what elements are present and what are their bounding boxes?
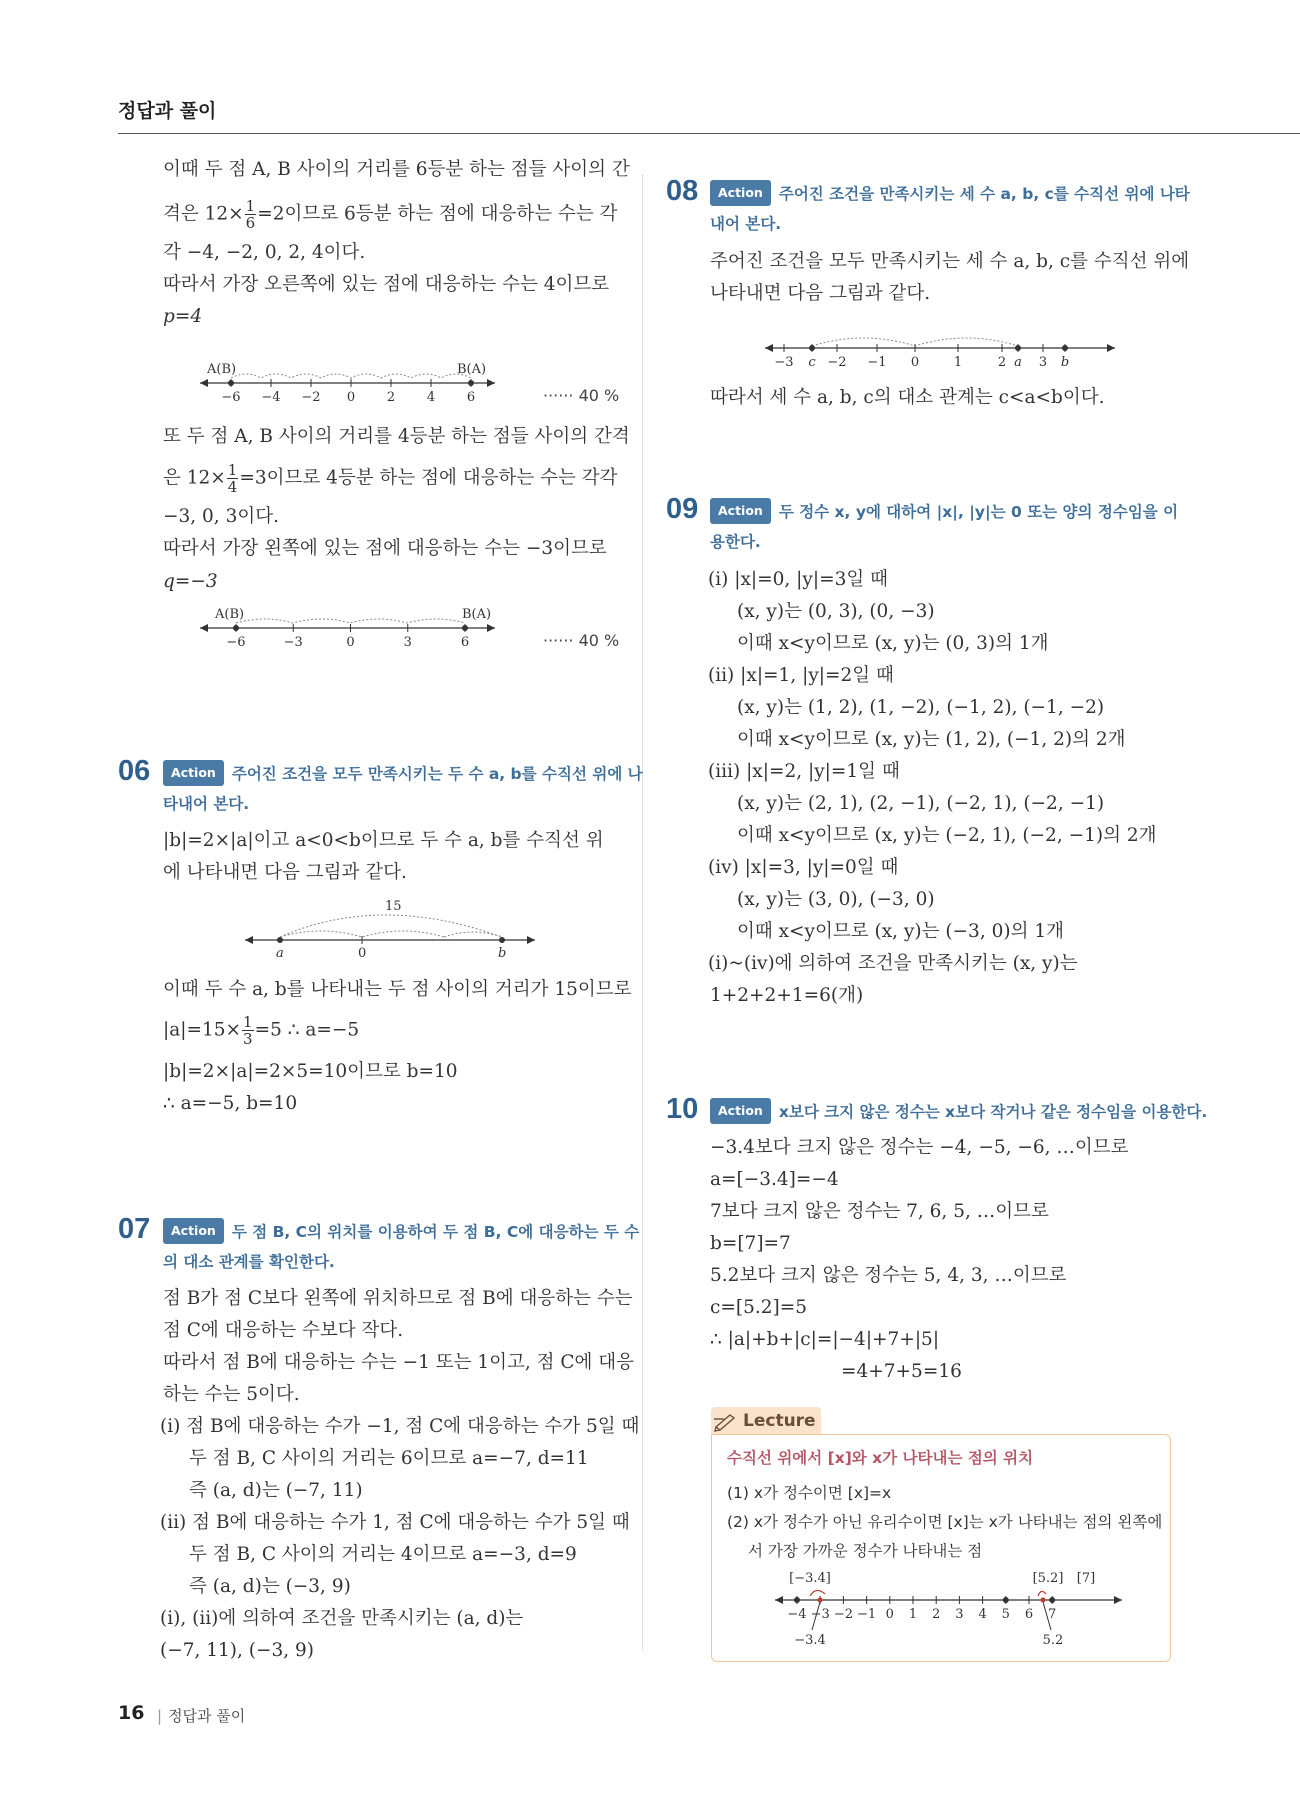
point-dot	[1049, 1597, 1055, 1603]
text-line: 또 두 점 A, B 사이의 거리를 4등분 하는 점들 사이의 간격	[163, 426, 630, 447]
tick-0: 0	[358, 946, 367, 961]
case-line: (x, y)는 (2, 1), (2, −1), (−2, 1), (−2, −1)	[737, 793, 1105, 814]
label-left: A(B)	[207, 362, 237, 377]
action-badge: Action	[163, 760, 224, 786]
top-label: [7]	[1076, 1571, 1096, 1586]
problem-number-08: 08	[666, 175, 699, 207]
point-dot	[228, 380, 234, 386]
text-line: (ⅰ)~(ⅳ)에 의하여 조건을 만족시키는 (x, y)는	[708, 953, 1078, 974]
case-line: 즉 (a, d)는 (−7, 11)	[189, 1480, 363, 1501]
problem-number-06: 06	[118, 755, 151, 787]
text-line-fraction: 은 12× $\frac{1}{4}$ =3이므로 4등분 하는 점에 대응하는 수는 각각	[163, 461, 618, 496]
point-dot	[1062, 345, 1068, 351]
action-line-cont: 의 대소 관계를 확인한다.	[163, 1253, 335, 1271]
tick-label: 6	[466, 390, 476, 405]
text-line: 하는 수는 5이다.	[163, 1384, 300, 1405]
tick-a: a	[276, 946, 284, 961]
number-line-06	[240, 895, 540, 961]
label-right: B(A)	[457, 362, 487, 377]
text-line: 5.2보다 크지 않은 정수는 5, 4, 3, …이므로	[710, 1265, 1067, 1286]
case-line: (x, y)는 (0, 3), (0, −3)	[737, 601, 935, 622]
text-line: 나타내면 다음 그림과 같다.	[710, 283, 931, 304]
text-line: 점 C에 대응하는 수보다 작다.	[163, 1320, 404, 1341]
case-line: 이때 x<y이므로 (x, y)는 (−3, 0)의 1개	[737, 921, 1064, 942]
value-dot	[818, 1598, 823, 1603]
number-line-4-parts	[195, 603, 505, 655]
text-line: =4+7+5=16	[841, 1361, 962, 1382]
case-line: (ⅲ) |x|=2, |y|=1일 때	[708, 761, 900, 782]
tick-label: 0	[346, 635, 355, 650]
tick-label: −2	[301, 390, 321, 405]
text-line: 따라서 가장 오른쪽에 있는 점에 대응하는 수는 4이므로	[163, 274, 610, 295]
text-line: 각 −4, −2, 0, 2, 4이다.	[163, 242, 366, 263]
action-line: Action 두 정수 x, y에 대하여 |x|, |y|는 0 또는 양의 정수임을 이	[710, 498, 1178, 524]
tick-label: c	[808, 355, 816, 370]
lecture-heading: 수직선 위에서 [x]와 x가 나타내는 점의 위치	[727, 1449, 1034, 1467]
text-line: b=[7]=7	[710, 1233, 791, 1254]
tick-label: −2	[833, 1607, 853, 1622]
text-line: (−7, 11), (−3, 9)	[160, 1640, 315, 1661]
point-dot	[468, 380, 474, 386]
value-dot	[1041, 1598, 1046, 1603]
distance-label: 15	[385, 899, 402, 914]
text-line: 에 나타내면 다음 그림과 같다.	[163, 862, 407, 883]
tick-label: 3	[955, 1607, 964, 1622]
tick-b: b	[498, 946, 507, 961]
number-line-6-parts	[195, 358, 505, 410]
text-line-fraction: |a|=15× $\frac{1}{3}$ =5 ∴ a=−5	[163, 1013, 360, 1048]
text-line: 이때 두 수 a, b를 나타내는 두 점 사이의 거리가 15이므로	[163, 979, 632, 1000]
tick-label: −4	[787, 1607, 807, 1622]
case-line: (ⅳ) |x|=3, |y|=0일 때	[708, 857, 899, 878]
column-divider	[642, 175, 643, 1650]
tick-label: 0	[885, 1607, 894, 1622]
text-line: 이때 두 점 A, B 사이의 거리를 6등분 하는 점들 사이의 간	[163, 159, 630, 180]
text-line: ∴ |a|+b+|c|=|−4|+7+|5|	[710, 1329, 940, 1350]
bottom-label: −3.4	[794, 1633, 826, 1648]
text-line: −3.4보다 크지 않은 정수는 −4, −5, −6, …이므로	[710, 1137, 1129, 1158]
tick-label: −3	[774, 355, 794, 370]
tick-label: 7	[1048, 1607, 1057, 1622]
text-line: |b|=2×|a|=2×5=10이므로 b=10	[163, 1061, 458, 1082]
tick-label: 6	[460, 635, 470, 650]
tick-label: −1	[867, 355, 887, 370]
point-dot	[809, 345, 815, 351]
tick-label: 3	[403, 635, 412, 650]
case-line: (ⅰ) |x|=0, |y|=3일 때	[708, 569, 888, 590]
problem-number-10: 10	[666, 1093, 699, 1125]
tick-label: 1	[908, 1607, 918, 1622]
top-label: [5.2]	[1032, 1571, 1064, 1586]
label-right: B(A)	[462, 607, 492, 622]
text-line: a=[−3.4]=−4	[710, 1169, 839, 1190]
tick-label: 4	[426, 390, 436, 405]
tick-label: 3	[1038, 355, 1048, 370]
point-dot	[794, 1597, 800, 1603]
answer-p: p=4	[163, 306, 203, 327]
text-line: 7보다 크지 않은 정수는 7, 6, 5, …이므로	[710, 1201, 1049, 1222]
lecture-item-cont: 서 가장 가까운 정수가 나타내는 점	[748, 1542, 983, 1560]
case-line: (ⅱ) |x|=1, |y|=2일 때	[708, 665, 894, 686]
score-note: ······ 40 %	[543, 386, 620, 405]
tick-label: a	[1014, 355, 1022, 370]
number-line-08	[760, 320, 1120, 374]
action-line: Action 두 점 B, C의 위치를 이용하여 두 점 B, C에 대응하는 두 수	[163, 1218, 639, 1244]
text-line: 따라서 가장 왼쪽에 있는 점에 대응하는 수는 −3이므로	[163, 538, 607, 559]
lecture-item: (2) x가 정수가 아닌 유리수이면 [x]는 x가 나타내는 점의 왼쪽에	[727, 1513, 1163, 1531]
action-badge: Action	[163, 1218, 224, 1244]
problem-number-09: 09	[666, 493, 699, 525]
tick-label: 0	[910, 355, 920, 370]
case-line: (x, y)는 (1, 2), (1, −2), (−1, 2), (−1, −2)	[737, 697, 1105, 718]
text-line: 따라서 세 수 a, b, c의 대소 관계는 c<a<b이다.	[710, 387, 1105, 408]
action-badge: Action	[710, 180, 771, 206]
case-line: (ⅰ) 점 B에 대응하는 수가 −1, 점 C에 대응하는 수가 5일 때	[160, 1416, 640, 1437]
tick-label: −6	[226, 635, 246, 650]
tick-label: 1	[953, 355, 963, 370]
text-line-fraction: 격은 12× $\frac{1}{6}$ =2이므로 6등분 하는 점에 대응하는 수는 각	[163, 197, 618, 232]
case-line: 즉 (a, d)는 (−3, 9)	[189, 1576, 351, 1597]
action-badge: Action	[710, 1098, 771, 1124]
case-line: 두 점 B, C 사이의 거리는 6이므로 a=−7, d=11	[189, 1448, 589, 1469]
score-note: ······ 40 %	[543, 631, 620, 650]
text-line: −3, 0, 3이다.	[163, 506, 279, 527]
tick-label: 5	[1001, 1607, 1010, 1622]
case-line: 두 점 B, C 사이의 거리는 4이므로 a=−3, d=9	[189, 1544, 577, 1565]
case-line: (x, y)는 (3, 0), (−3, 0)	[737, 889, 935, 910]
point-dot	[462, 625, 468, 631]
case-line: 이때 x<y이므로 (x, y)는 (−2, 1), (−2, −1)의 2개	[737, 825, 1157, 846]
lecture-number-line	[770, 1566, 1130, 1650]
bottom-label: 5.2	[1042, 1633, 1064, 1648]
tick-label: −1	[857, 1607, 877, 1622]
tick-label: 2	[997, 355, 1007, 370]
action-line-cont: 타내어 본다.	[163, 795, 250, 813]
tick-label: −3	[283, 635, 303, 650]
tick-label: −4	[261, 390, 281, 405]
footer-page-number: 16	[118, 1702, 145, 1724]
text-line: 1+2+2+1=6(개)	[710, 985, 864, 1006]
action-line-cont: 내어 본다.	[710, 215, 782, 233]
top-label: [−3.4]	[789, 1571, 831, 1586]
point-dot	[1015, 345, 1021, 351]
lecture-item: (1) x가 정수이면 [x]=x	[727, 1484, 892, 1502]
case-line: 이때 x<y이므로 (x, y)는 (0, 3)의 1개	[737, 633, 1049, 654]
tick-label: b	[1060, 355, 1070, 370]
footer-section-title: | 정답과 풀이	[157, 1707, 246, 1725]
page-header-title: 정답과 풀이	[118, 100, 217, 122]
text-line: 주어진 조건을 모두 만족시키는 세 수 a, b, c를 수직선 위에	[710, 251, 1190, 272]
action-line-cont: 용한다.	[710, 533, 761, 551]
point-dot	[1003, 1597, 1009, 1603]
lecture-title: Lecture	[743, 1411, 816, 1431]
action-line: Action 주어진 조건을 만족시키는 세 수 a, b, c를 수직선 위에 나타	[710, 180, 1190, 206]
tick-label: −3	[810, 1607, 830, 1622]
problem-number-07: 07	[118, 1213, 151, 1245]
action-badge: Action	[710, 498, 771, 524]
tick-label: 0	[346, 390, 356, 405]
tick-label: 2	[932, 1607, 941, 1622]
text-line: (ⅰ), (ⅱ)에 의하여 조건을 만족시키는 (a, d)는	[160, 1608, 524, 1629]
text-line: ∴ a=−5, b=10	[163, 1093, 298, 1114]
case-line: (ⅱ) 점 B에 대응하는 수가 1, 점 C에 대응하는 수가 5일 때	[160, 1512, 630, 1533]
tick-label: 2	[386, 390, 396, 405]
text-line: c=[5.2]=5	[710, 1297, 807, 1318]
case-line: 이때 x<y이므로 (x, y)는 (1, 2), (−1, 2)의 2개	[737, 729, 1126, 750]
label-left: A(B)	[215, 607, 245, 622]
text-line: 점 B가 점 C보다 왼쪽에 위치하므로 점 B에 대응하는 수는	[163, 1288, 633, 1309]
text-line: |b|=2×|a|이고 a<0<b이므로 두 수 a, b를 수직선 위	[163, 830, 604, 851]
tick-label: 4	[978, 1607, 987, 1622]
tick-label: −6	[221, 390, 241, 405]
tick-label: −2	[827, 355, 847, 370]
header-rule	[118, 133, 1300, 134]
answer-q: q=−3	[163, 571, 218, 592]
tick-label: 6	[1024, 1607, 1034, 1622]
action-line: Action 주어진 조건을 모두 만족시키는 두 수 a, b를 수직선 위에 나	[163, 760, 643, 786]
action-line: Action x보다 크지 않은 정수는 x보다 작거나 같은 정수임을 이용한다.	[710, 1098, 1207, 1124]
text-line: 따라서 점 B에 대응하는 수는 −1 또는 1이고, 점 C에 대응	[163, 1352, 635, 1373]
point-dot	[233, 625, 239, 631]
pencil-icon	[713, 1410, 739, 1432]
